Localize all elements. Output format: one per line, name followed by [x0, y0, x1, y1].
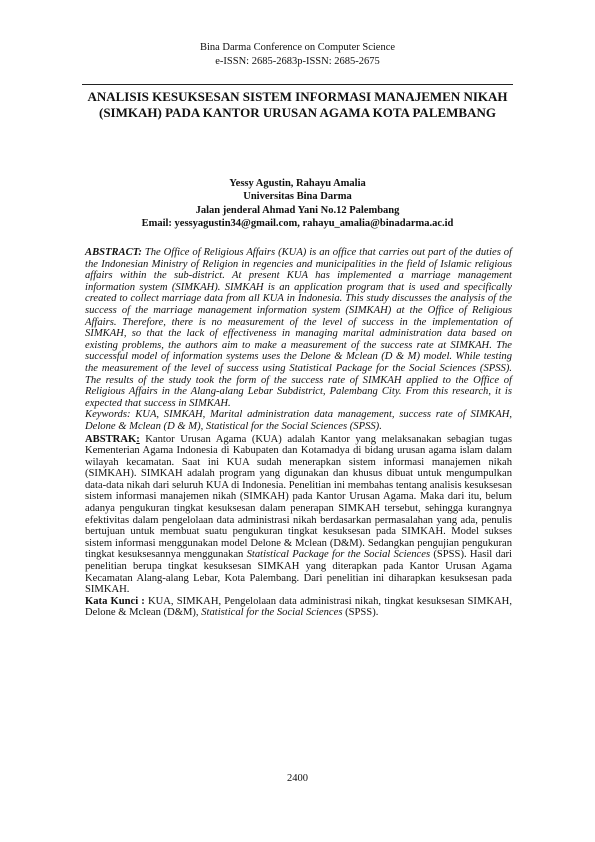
kata-kunci-italic: Statistical for the Social Sciences: [201, 607, 343, 619]
issn-line: e-ISSN: 2685-2683p-ISSN: 2685-2675: [215, 56, 380, 67]
running-header: [0, 41, 595, 69]
kata-kunci-text: KUA, SIMKAH, Pengelolaan data administrasi nikah, tingkat kesuksesan SIMKAH, Delone & Mclean (D&M),: [85, 595, 512, 619]
abstrak-text-2: (SPSS). Hasil dari penelitian berupa tingkat kesuksesan SIMKAH yang diterapkan pada Kantor Urusan Agama Kecamatan Alang-alang Lebar, Kota Palembang. Dari penelitian ini diharapkan kesuksesan pada SIMKAH.: [85, 549, 512, 596]
author-affiliation: Universitas Bina Darma: [243, 191, 352, 203]
abstract-label: ABSTRACT:: [85, 247, 142, 258]
author-names: Yessy Agustin, Rahayu Amalia: [229, 178, 366, 189]
keywords-indonesian: [85, 596, 512, 619]
keywords-english: Keywords: KUA, SIMKAH, Marital administration data management, success rate of SIMKAH, Delone & Mclean (D & M), Statistical for the Social Sciences (SPSS).: [85, 409, 512, 432]
abstract-indonesian: [85, 434, 512, 596]
conference-name: Bina Darma Conference on Computer Science: [199, 42, 396, 53]
abstrak-label: ABSTRAK: [85, 433, 137, 445]
paper-title: ANALISIS KESUKSESAN SISTEM INFORMASI MANAJEMEN NIKAH (SIMKAH) PADA KANTOR URUSAN AGAMA KOTA PALEMBANG: [87, 89, 508, 120]
header-rule: [82, 84, 513, 85]
kata-kunci-end: (SPSS).: [342, 607, 379, 619]
abstract-english: [85, 247, 512, 409]
abstract-english-text: The Office of Religious Affairs (KUA) is an office that carries out part of the duties of the Indonesian Ministry of Religion in regencies and municipalities in the field of Islamic religious affairs within the sub-district. At present KUA has implemented a marriage management information system (SIMKAH). SIMKAH is an application program that is used and specifically created to collect marriage data from all KUA in Indonesia. This study discusses the analysis of the success of the marriage management information system (SIMKAH) at the Office of Religious Affairs. Therefore, there is no measurement of the level of success in the implementation of SIMKAH, so that the lack of effectiveness in managing marital administration data based on existing problems, the authors aim to make a measurement of the success rate at SIMKAH. The successful model of information systems uses the Delone & Mclean (D & M) model. While testing the measurement of the level of success using Statistical Package for the Social Sciences (SPSS). The results of the study took the form of the success rate of SIMKAH applied to the Office of Religious Affairs in the Alang-alang Lebar Subdistrict, Palembang City. From this research, it is expected that success in SIMKAH.: [85, 247, 512, 409]
author-address: Jalan jenderal Ahmad Yani No.12 Palembang: [195, 204, 400, 216]
abstrak-text-1: Kantor Urusan Agama (KUA) adalah Kantor yang melaksanakan sebagian tugas Kementerian Agama Indonesia di Kabupaten dan Kotamadya di bidang urusan agama islam dalam wilayah kecamatan. Saat ini KUA sudah menerapkan sistem informasi manajemen nikah (SIMKAH). SIMKAH adalah program yang digunakan dan khusus dibuat untuk mengumpulkan data-data nikah dari seluruh KUA di Indonesia. Penelitian ini membahas tentang analisis kesuksesan sistem informasi manajemen nikah (SIMKAH) pada Kantor Urusan Agama. Maka dari itu, belum adanya pengukuran tingkat kesuksesan dalam penerapan SIMKAH tersebut, sehingga kurangnya efektivitas dalam pengelolaan data administrasi nikah berdasarkan permasalahan yang ada, penulis bertujuan untuk membuat suatu pengukuran tingkat kesuksesan pada SIMKAH. Model sukses sistem informasi menggunakan model Delone & Mclean (D&M). Sedangkan pengujian pengukuran tingkat kesuksesannya menggunakan: [85, 433, 512, 561]
page-number: 2400: [287, 773, 308, 784]
abstrak-label-colon: :: [136, 433, 140, 445]
author-block: [82, 177, 513, 230]
author-email: Email: yessyagustin34@gmail.com, rahayu_amalia@binadarma.ac.id: [141, 217, 454, 229]
abstract-section: [85, 247, 512, 619]
kata-kunci-label: Kata Kunci :: [85, 595, 145, 607]
abstrak-spss-italic: Statistical Package for the Social Sciences: [246, 549, 431, 561]
